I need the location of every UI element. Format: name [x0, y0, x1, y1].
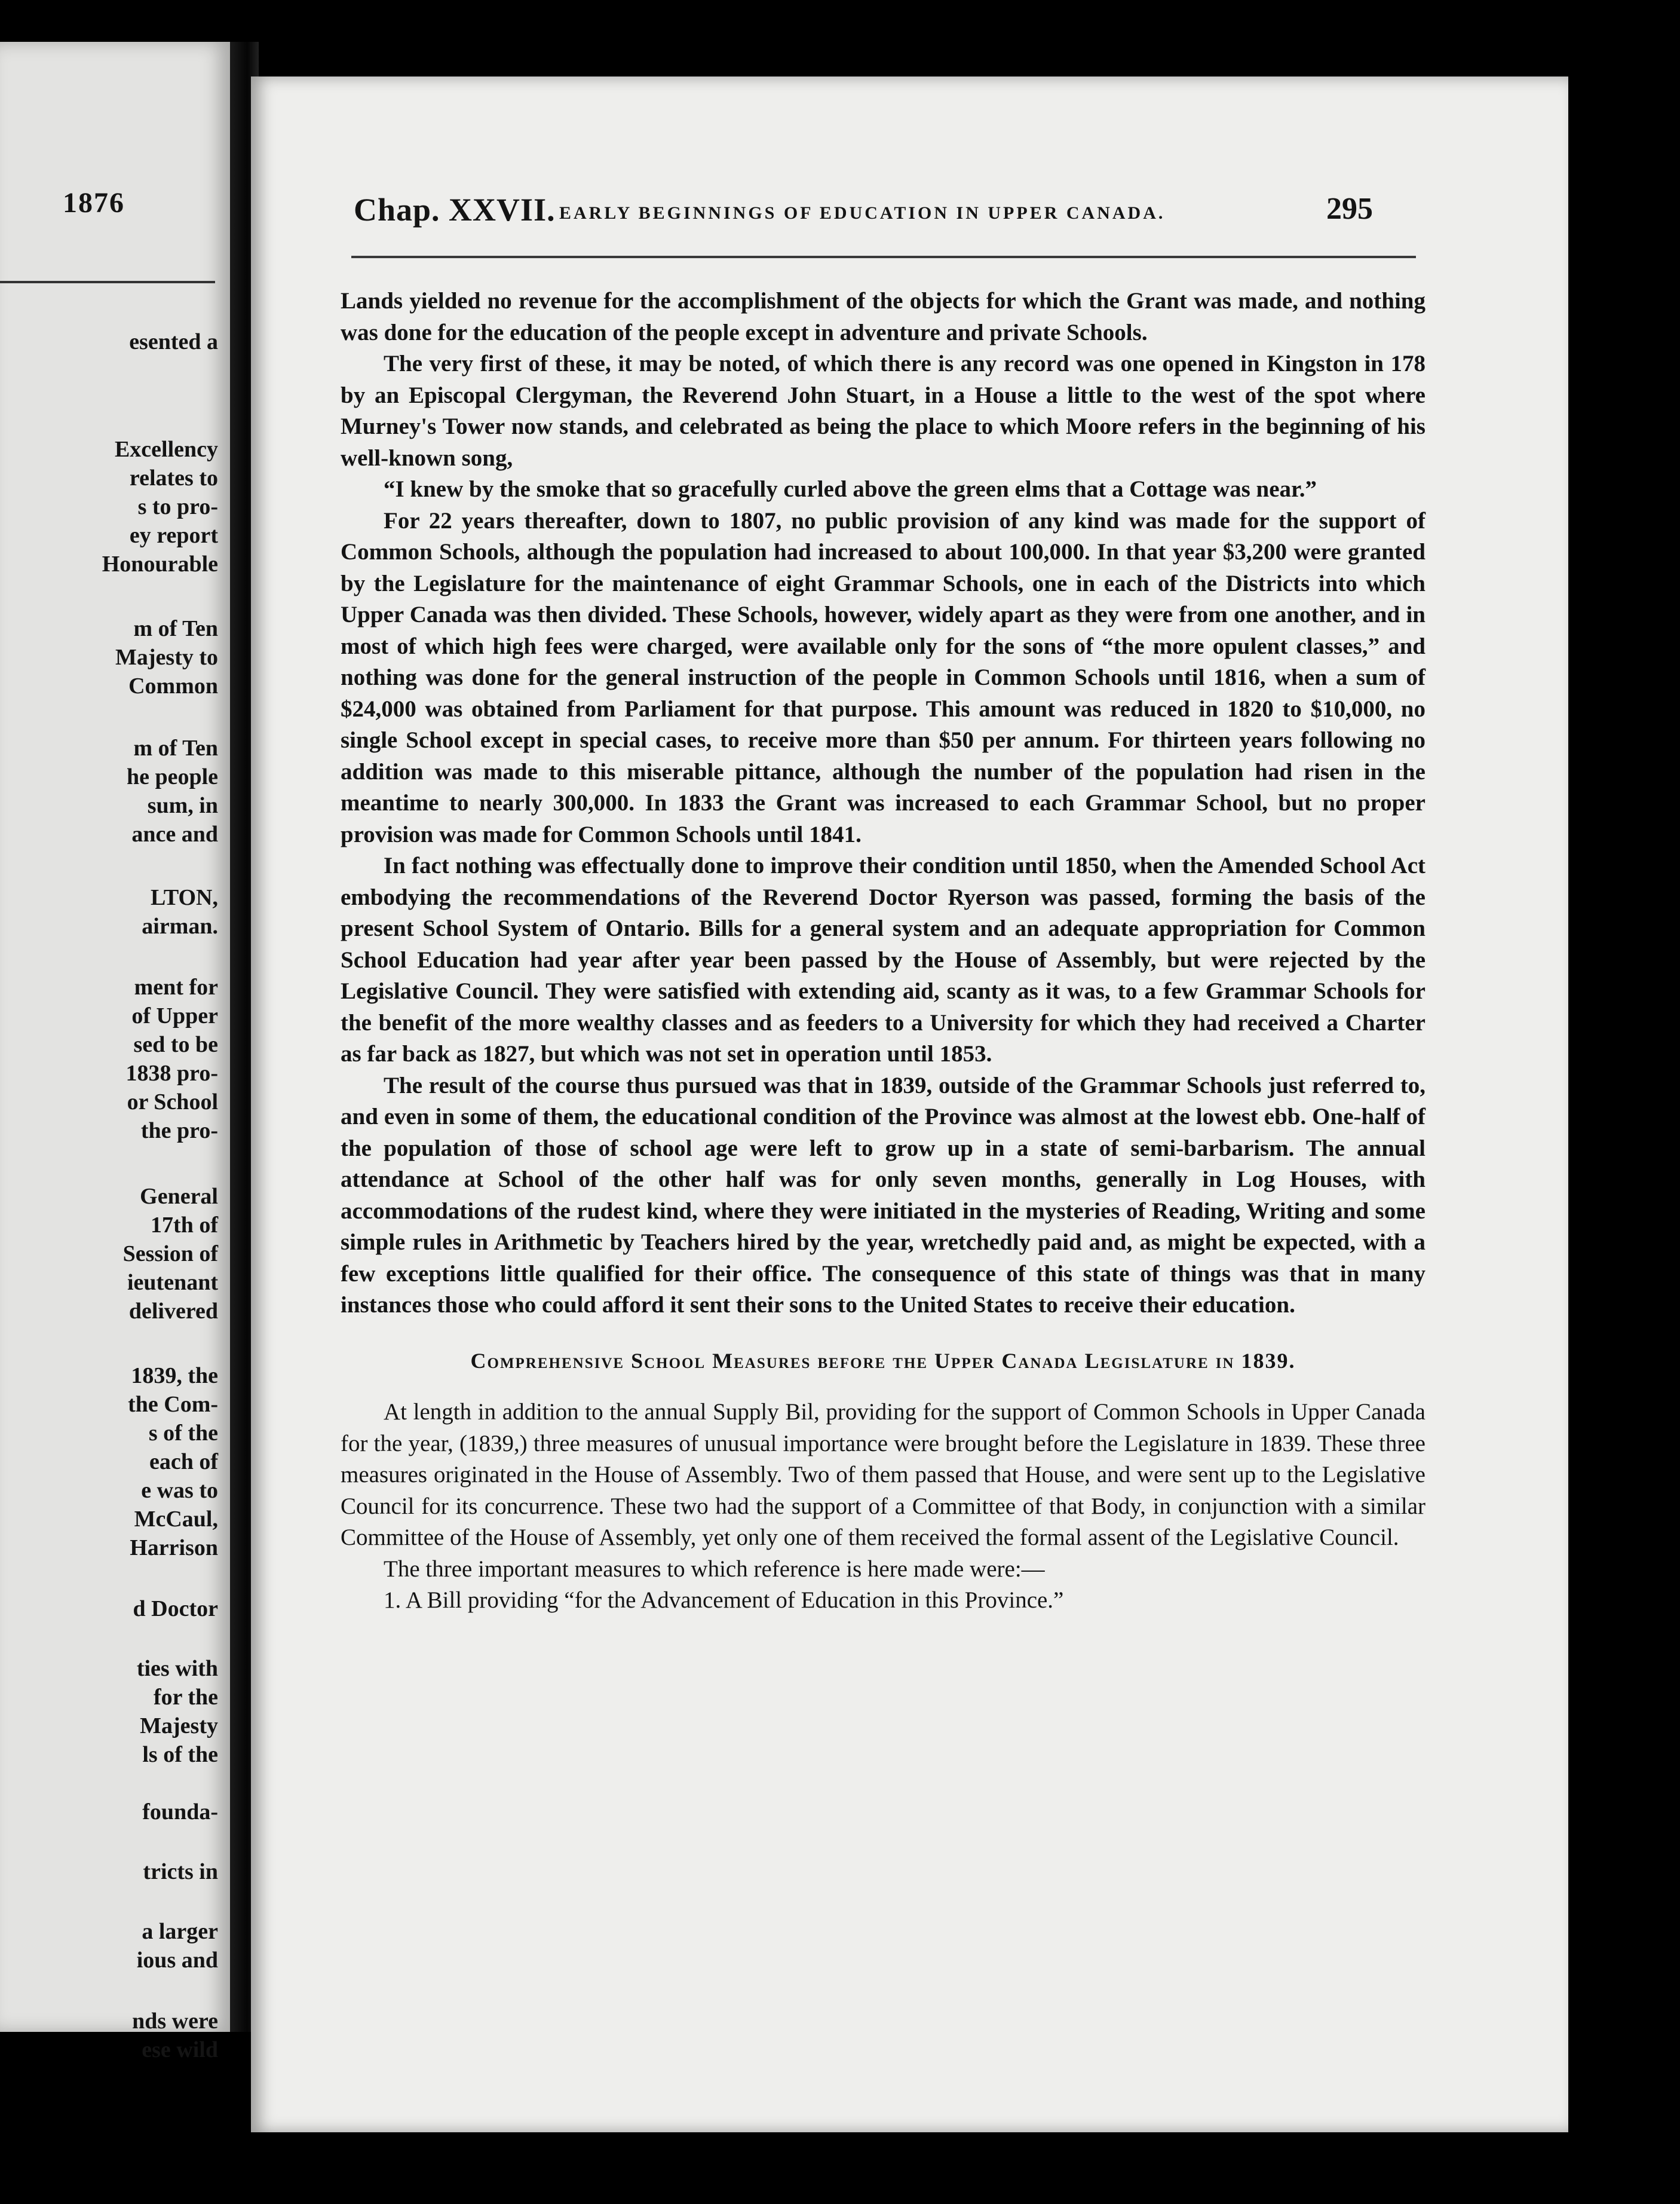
- left-page-line: ey report: [129, 523, 218, 548]
- paragraph: In fact nothing was effectually done to improve their condition until 1850, when the Amended School Act embodying the recommendations of the Reverend Doctor Ryerson was passed, forming the basis of the present School System of Ontario. Bills for a general system and an adequate appropriation for Common School Education had year after year been passed by the House of Assembly, but were rejected by the Legislative Council. They were satisfied with extending aid, scanty as it was, to a few Grammar Schools for the benefit of the more wealthy classes and as feeders to a University for which they had received a Charter as far back as 1827, but which was not set in operation until 1853.: [341, 853, 1425, 1067]
- paragraph: The three important measures to which reference is here made were:—: [384, 1556, 1045, 1582]
- paragraph: Lands yielded no revenue for the accomplishment of the objects for which the Grant was made, and nothing was done for the education of the people except in adventure and private Schools.: [341, 288, 1425, 345]
- left-page-number: 1876: [63, 187, 125, 219]
- page-number: 295: [1326, 192, 1373, 226]
- left-page-line: s to pro-: [137, 494, 218, 519]
- left-page-line: each of: [149, 1449, 218, 1474]
- left-page-line: he people: [126, 764, 218, 789]
- left-page-line: ance and: [131, 822, 218, 847]
- paragraph: At length in addition to the annual Supply Bil, providing for the support of Common Schools in Upper Canada for the year, (1839,) three measures of unusual importance were brought before the Legislature in 1839. These three measures originated in the House of Assembly. Two of them passed that House, and were sent up to the Legislative Council for its concurrence. These two had the support of a Committee of that Body, in conjunction with a similar Committee of the House of Assembly, yet only one of them received the formal assent of the Legislative Council.: [341, 1399, 1425, 1550]
- left-page-line: of Upper: [131, 1003, 218, 1028]
- left-page: [0, 42, 230, 2062]
- chapter-label: Chap. XXVII.: [354, 192, 556, 228]
- left-page-line: m of Ten: [133, 736, 218, 761]
- list-item: 1. A Bill providing “for the Advancement of Education in this Province.”: [384, 1587, 1064, 1613]
- left-page-line: ese wild: [142, 2037, 218, 2062]
- left-page-line: nds were: [132, 2009, 218, 2034]
- left-page-line: the pro-: [140, 1118, 218, 1143]
- section-heading: Comprehensive School Measures before the Upper Canada Legislature in 1839.: [470, 1348, 1296, 1373]
- left-header-rule: [0, 281, 215, 283]
- right-page: [251, 76, 1568, 2132]
- left-page-line: Harrison: [130, 1535, 218, 1560]
- left-page-line: Session of: [122, 1241, 218, 1266]
- left-page-line: ls of the: [142, 1742, 218, 1767]
- left-page-line: or School: [127, 1089, 218, 1115]
- left-page-line: ious and: [136, 1948, 218, 1973]
- left-page-line: 17th of: [151, 1213, 218, 1238]
- left-page-line: relates to: [129, 466, 218, 491]
- left-page-line: sum, in: [147, 793, 218, 818]
- left-page-line: Majesty to: [115, 645, 218, 670]
- left-page-line: McCaul,: [134, 1507, 218, 1532]
- left-page-line: Common: [128, 674, 218, 699]
- header-rule: [351, 256, 1416, 258]
- left-page-line: Honourable: [102, 552, 218, 577]
- left-page-line: esented a: [129, 329, 218, 354]
- left-page-line: General: [140, 1184, 218, 1209]
- paragraph: The result of the course thus pursued was that in 1839, outside of the Grammar Schools just referred to, and even in some of them, the educational condition of the Province was almost at the lowest ebb. One-half of the population of those of school age were left to grow up in a state of semi-barbarism. The annual attendance at School of the other half was for only seven months, generally in Log Houses, with accommodations of the rudest kind, where they were initiated in the mysteries of Reading, Writing and some simple rules in Arithmetic by Teachers hired by the year, wretchedly paid and, as might be expected, with a few exceptions little qualified for their office. The consequence of this state of things was that in many instances those who could afford it sent their sons to the United States to receive their education.: [341, 1072, 1425, 1318]
- left-page-line: tricts in: [143, 1859, 218, 1884]
- left-page-line: s of the: [148, 1421, 218, 1446]
- left-page-line: a larger: [142, 1919, 218, 1944]
- body-text: [341, 286, 1425, 1617]
- left-page-line: for the: [154, 1685, 218, 1710]
- left-page-line: airman.: [142, 914, 218, 939]
- running-title: EARLY BEGINNINGS OF EDUCATION IN UPPER CANADA.: [559, 203, 1166, 223]
- left-page-line: 1838 pro-: [125, 1061, 218, 1086]
- left-page-line: founda-: [142, 1799, 218, 1825]
- running-head: [354, 191, 1680, 239]
- left-page-line: ment for: [134, 975, 218, 1000]
- left-page-line: ieutenant: [127, 1270, 218, 1295]
- left-page-line: the Com-: [128, 1392, 218, 1417]
- left-page-line: ties with: [136, 1656, 218, 1681]
- left-page-line: d Doctor: [133, 1596, 218, 1621]
- left-page-line: m of Ten: [133, 616, 218, 641]
- paragraph: For 22 years thereafter, down to 1807, no public provision of any kind was made for the support of Common Schools, although the population had increased to about 100,000. In that year $3,200 were granted by the Legislature for the maintenance of eight Grammar Schools, one in each of the Districts into which Upper Canada was then divided. These Schools, however, widely apart as they were from one another, and in most of which high fees were charged, were available only for the sons of “the more opulent classes,” and nothing was done for the general instruction of the people in Common Schools until 1816, when a sum of $24,000 was obtained from Parliament for that purpose. This amount was reduced in 1820 to $10,000, no single School except in special cases, to receive more than $50 per annum. For thirteen years following no addition was made to this miserable pittance, although the number of the population had risen in the meantime to nearly 300,000. In 1833 the Grant was increased to each Grammar School, but no proper provision was made for Common Schools until 1841.: [341, 507, 1425, 847]
- left-page-line: delivered: [128, 1299, 218, 1324]
- left-page-line: e was to: [141, 1478, 218, 1503]
- paragraph: The very first of these, it may be noted, of which there is any record was one opened in Kingston in 178 by an Episcopal Clergyman, the Reverend John Stuart, in a House a little to the west of the spot where Murney's Tower now stands, and celebrated as being the place to which Moore refers in the beginning of his well-known song,: [341, 351, 1425, 471]
- left-page-line: LTON,: [150, 885, 218, 910]
- left-page-line: Excellency: [114, 437, 218, 462]
- quotation: “I knew by the smoke that so gracefully curled above the green elms that a Cottage was near.”: [384, 476, 1317, 502]
- left-page-line: Majesty: [140, 1713, 218, 1738]
- left-page-line: 1839, the: [131, 1363, 218, 1388]
- left-page-line: sed to be: [133, 1032, 218, 1057]
